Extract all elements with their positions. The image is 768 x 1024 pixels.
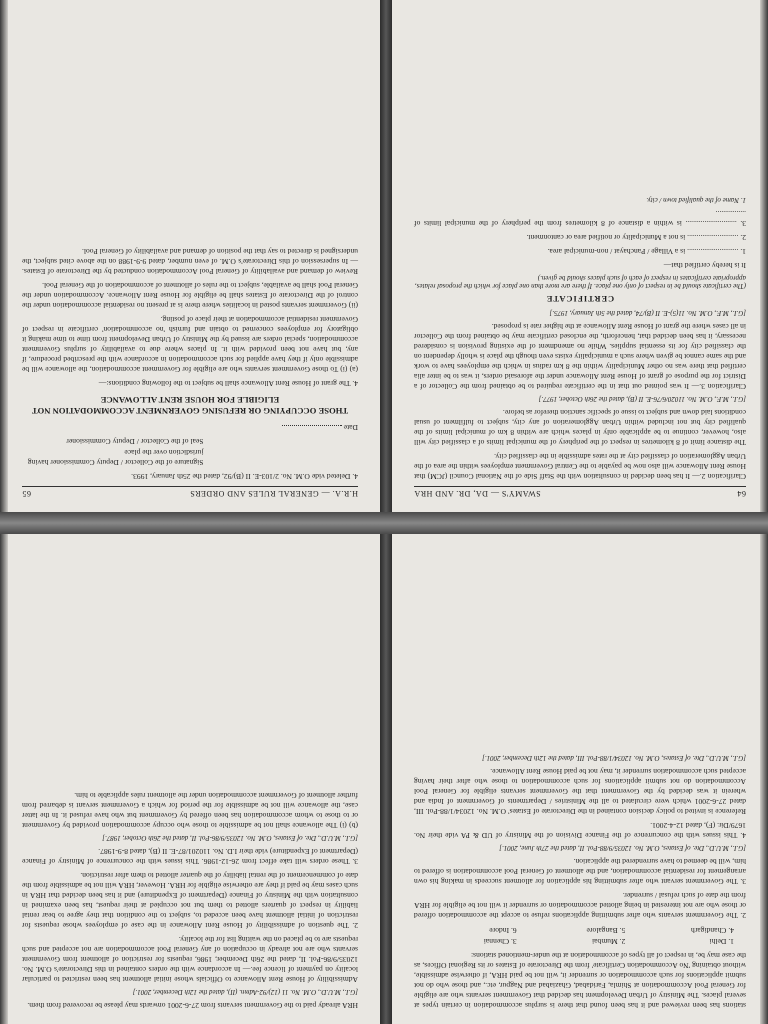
- page-edge-shadow: [760, 534, 768, 1024]
- running-head: SWAMY'S — DA, DR. AND HRA: [414, 489, 541, 498]
- citation: [G.I., M.U.D., O.M. No. 11 (12)/92-Admn. (II), dated the 12th December, 2001.]: [132, 987, 358, 996]
- page-65-header: [22, 486, 358, 498]
- page-lower-right: [392, 534, 768, 1024]
- certificate-intro: It is hereby certified that—: [663, 260, 746, 270]
- page-edge-shadow: [0, 534, 8, 1024]
- paragraph: 3. The Government servant who after submitting his application for allotment succeeds in making his own arrangement for residential accommodation, and the allotment of General Pool accommodation is offered to him, will be deemed to have surrendered the application.: [414, 856, 746, 886]
- page-edge-shadow: [0, 0, 8, 512]
- paragraph: 4. The grant of House Rent Allowance shall be subject to the following conditions:—: [98, 378, 358, 388]
- date-blank: [282, 425, 342, 426]
- page-edge-shadow: [760, 0, 768, 512]
- paragraph: 4. This issues with the concurrence of the Finance Division of the Ministry of UD & PA vide their No. 1679/Dir. (F), dated 12-4-2001.: [414, 820, 746, 840]
- station-item: 4. Chandigarh: [690, 925, 734, 935]
- paragraph: (b) (i) The allowance shall not be admissible to those who occupy accommodation provided by Government or to those to whom accommodation has been offered by Government but who have refused it. In the latter case, the allowance will not be admissible for the period for which a Government servant is debarred from further allotment of Government accommodation under the allotment rules applicable to him.: [22, 790, 358, 830]
- citation: [G.I., M.U.D., Dte. of Estates, O.M. No. 12035/9/86-Pol. II, dated the 26th October, 1987.]: [102, 833, 358, 842]
- paragraph: Clarification 2.— It has been decided in consultation with the Staff Side of the National Council (JCM) that House Rent Allowance will also now be payable to the Central Government employees within the area of the Urban Agglomeration of classified city at the rates admissible in the classified city.: [414, 451, 746, 481]
- page-64: [392, 0, 768, 512]
- scan-fold: [0, 512, 768, 534]
- paragraph: Review of demand and availability of General Pool Accommodation conducted by the Directorate of Estates.— In supersession of this Directorate's O.M. of even number, dated 9-9-1988 on the above cited subject, the undersigned is directed to say that the position of demand and availability of General Pool.: [22, 246, 358, 276]
- citation: [G.I., M.U.D., Dte. of Estates, O.M. No. 12035/9/88-Pol. II, dated the 27th June, 2001.]: [499, 843, 746, 852]
- paragraph: Clarification 3.— It was pointed out that in the certificate required to be obtained from the Collector of a District for the purpose of grant of House Rent Allowance under the aforesaid orders, it was to be inter alia certified that there was no other Municipality within the 8 km radius in which the employees have to work and the same cannot be given where such a municipality exists even though the place is wholly dependent on the classified city for its essential supplies. While no amendment of the existing provision is considered necessary, it has been decided that, henceforth, the enclosed certificate may be obtained from the Collector in all cases where the grant of House Rent Allowance at the higher rate is proposed.: [414, 321, 746, 391]
- page-number: 65: [22, 489, 31, 498]
- certificate-heading: CERTIFICATE: [545, 293, 615, 303]
- section-heading: THOSE OCCUPYING OR REFUSING GOVERNMENT ACCOMMODATION NOT ELIGIBLE FOR HOUSE RENT ALLOWANCE: [31, 395, 349, 417]
- paragraph: HRA already paid to the Government servants from 27-6-2001 onwards may please be recovered from them.: [27, 1001, 358, 1010]
- paragraph: 4. Deleted vide O.M. No. 2/103-E. II (B)/92, dated the 25th January, 1993.: [131, 472, 358, 481]
- station-item: 3. Chennai: [483, 936, 517, 946]
- seal-line: Seal of the Collector / Deputy Commissioner: [66, 437, 204, 447]
- paragraph: stations has been reviewed and it has been found that there is surplus accommodation in certain types at several places. The Ministry of Urban Development has decided that Government servants who are eligible for General Pool Accommodation at Shimla, Faridabad, Ghaziabad and Nagpur, etc., and those who do not submit applications for such accommodation or surrender it, will not be paid HRA, if otherwise admissible, without obtaining 'No Accommodation Certificate' from the Directorate of Estates or its Regional Offices, as the case may be, in respect of all types of accommodation at the under-mentioned stations:: [414, 950, 746, 1010]
- date-line: [22, 422, 358, 432]
- page-number: 64: [737, 489, 746, 498]
- signature-block: [22, 436, 203, 467]
- paragraph: Admissibility of House Rent Allowance to Officials whose initial allotment has been restricted to particular locality on payment of licence fee.— In accordance with the orders contained in this Directorate's O.M. No. 12035/9/86-Pol. II, dated the 26th December, 1986, requests for restriction of allotment from Government servants who are not already in occupation of any General Pool accommodation are not accepted and such requests are to be placed on the waiting list for the locality.: [22, 934, 358, 984]
- paragraph: (ii) Government servants posted in localities where there is at present no residential accommodation under the control of the Directorate of Estates shall be eligible for House Rent Allowance. Accommodation under the General Pool shall be available, subject to the rules of allotment of accommodation of the General Pool.: [22, 280, 358, 310]
- page-lower-left: [0, 534, 380, 1024]
- running-head: H.R.A. — GENERAL RULES AND ORDERS: [189, 489, 358, 498]
- date-label: Date: [343, 423, 358, 433]
- citation: [G.I., M.F., O.M. No. 11020/6/76-E. II (B), dated the 26th October, 1977.]: [538, 394, 746, 403]
- certificate-note: (The certificate should be in respect of only one place. If there are more than one place for which the proposal relates, appropriate certificates in respect of each of such places should be given.): [414, 273, 746, 290]
- station-item: 5. Bangalore: [586, 925, 626, 935]
- certificate-item: 1. ........................... is a Village / Panchayat / non-municipal area.: [547, 246, 746, 256]
- page-64-header: [414, 486, 746, 498]
- footnote: 1. Name of the qualified town / city.: [646, 195, 746, 204]
- paragraph: Reference is invited to policy decision contained in the Directorate of Estates' O.M. No. 12034/1/88-Pol. III, dated 27-6-2001 which were circulated to all the Ministries / Departments of Government of India and wherein it was decided by the Government that the Government servants eligible for General Pool Accommodation do not submit applications for such accommodation to those who after their having accepted such accommodation surrender it, may not be paid House Rent Allowance.: [414, 766, 746, 816]
- paragraph: 2. The Government servants who after submitting applications refuse to accept the accommodation offered or those who are not interested in being allotted accommodation or surrender it will not be eligible for HRA from the date of such refusal / surrender.: [414, 890, 746, 920]
- signature-line: Signature of the Collector / Deputy Commissioner having jurisdiction over the place: [27, 447, 204, 467]
- paragraph: The distance limit of 8 kilometres in respect of the periphery of the municipal limits of a classified city will also, however, continue to be applicable only in places which are within 8 km of municipal limits of the qualified city but not included within Urban Agglomeration of any city, subject to fulfilment of usual conditions laid down and subject to issue of specific sanction therefor as before.: [414, 407, 746, 447]
- page-65: [0, 0, 380, 512]
- citation: [G.I., M.U.D., Dte. of Estates, O.M. No. 12034/1/88-Pol. III, dated the 12th December, 2001.]: [482, 753, 746, 762]
- paragraph: 2. The question of admissibility of House Rent Allowance in the case of employees whose requests for restriction of initial allotment have been acceded to, subject to the condition that they agree to bear rental liability in respect of quarters allotted to them but not occupied at their request, has been examined in consultation with the Ministry of Finance (Department of Expenditure) and it has been decided that HRA in such cases may be paid if they are otherwise eligible for HRA. However, HRA will not be admissible from the date of commencement of the rental liability of the quarter allotted to them after restriction.: [22, 870, 358, 930]
- station-item: 1. Delhi: [709, 936, 734, 946]
- citation: [G.I., M.F., O.M. No. 11(5)-E. II (B)/74, dated the 5th January, 1975.]: [549, 308, 746, 317]
- certificate-item: 3. ........................... is within a distance of 8 kilometres from the periphery of the municipal limits of ................: [414, 208, 746, 228]
- station-item: 2. Mumbai: [592, 936, 626, 946]
- station-item: 6. Indore: [489, 925, 517, 935]
- paragraph: 3. These orders will take effect from 26-12-1986. This issues with the concurrence of Ministry of Finance (Department of Expenditure) vide their I.D. No. 110201/87-E. II (B), dated 8-9-1987.: [22, 846, 358, 866]
- paragraph: (a) (i) To those Government servants who are eligible for Government accommodation, the allowance will be admissible only if they have applied for such accommodation in accordance with the prescribed procedure, if any, but have not been provided with it. In places where due to availability of surplus Government accommodation, special orders are issued by the Ministry of Urban Development from time to time making it obligatory for employees concerned to obtain and furnish 'no accommodation' certificate in respect of Government residential accommodation at their place of posting.: [22, 314, 358, 374]
- stations-list: [414, 926, 734, 946]
- certificate-item: 2. ........................... is not a Municipality or notified area or cantonment.: [526, 232, 746, 242]
